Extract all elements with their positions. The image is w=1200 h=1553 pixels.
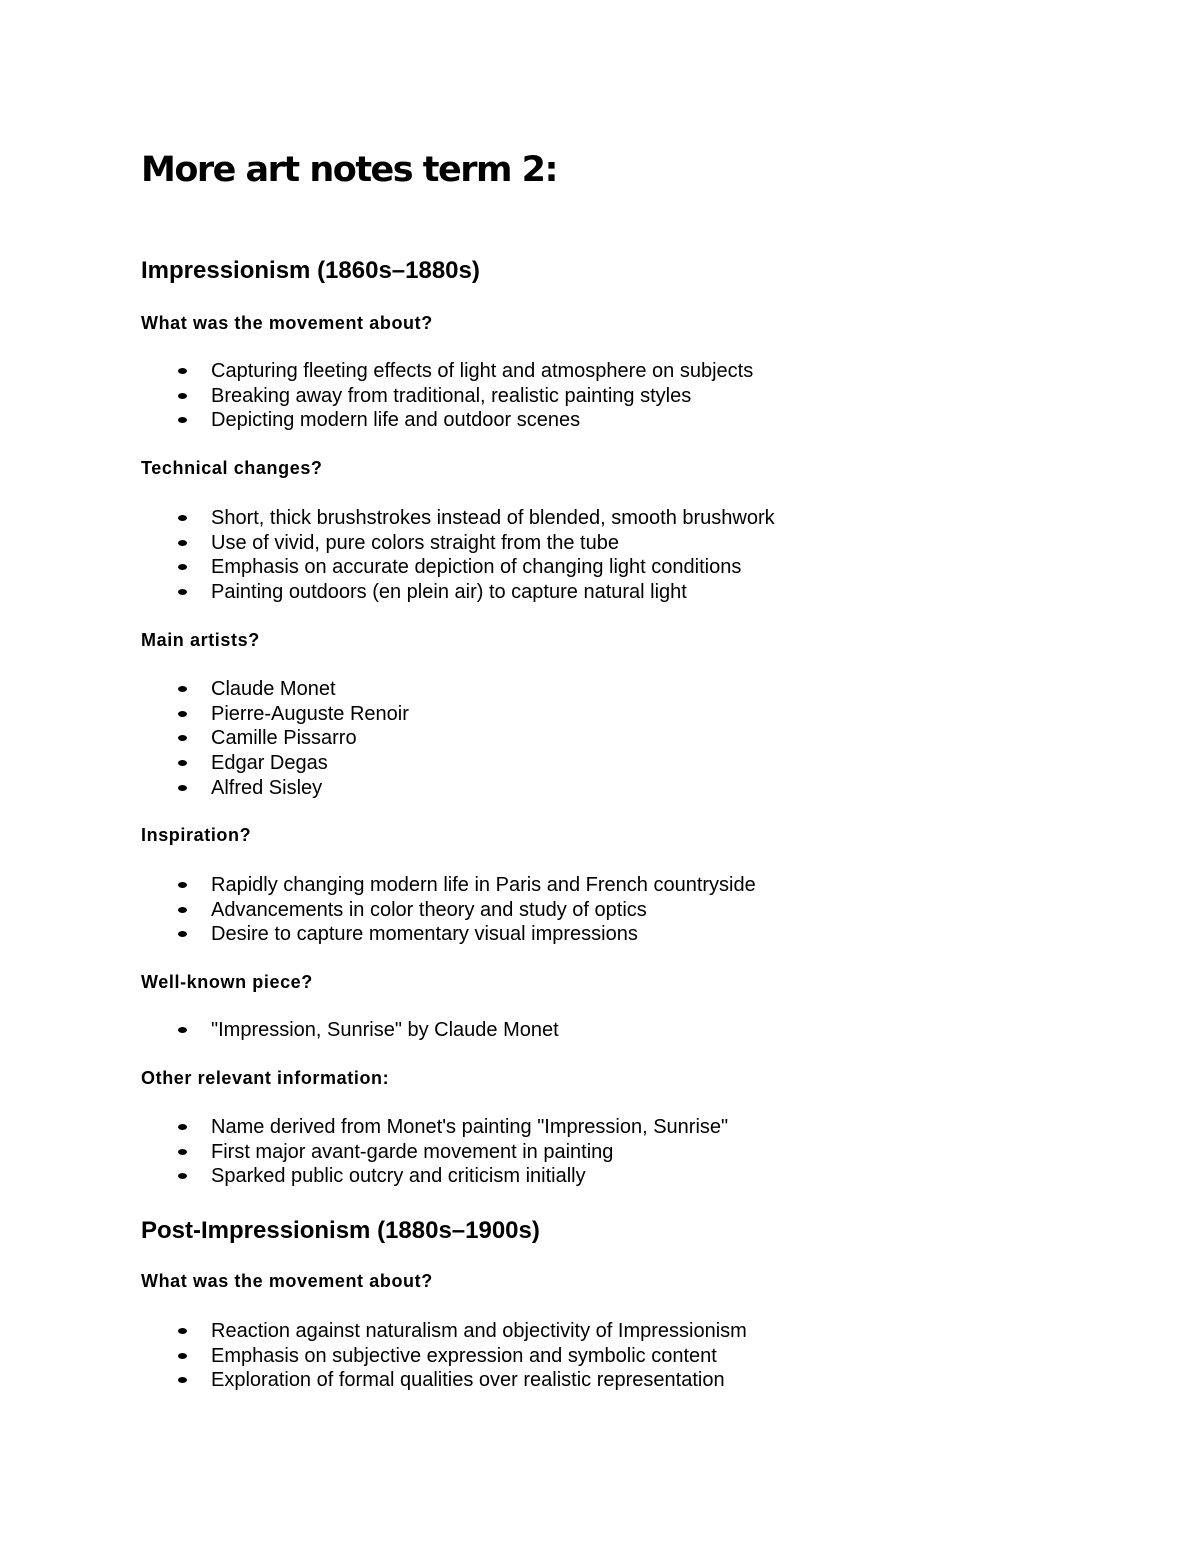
bullet-icon [178,589,187,595]
document-page: More art notes term 2: Impressionism (1860s–1880s) What was the movement about? Capturing fleeting effects of light and atmosphere on subjects Breaking away from traditional, realistic painting styles Depicting modern life and outdoor scenes Technical changes? Short, thick brushstrokes instead of blended, smooth brushwork Use of vivid, pure colors straight from the tube Emphasis on accurate depiction of changing light conditions Painting outdoors (en plein air) to capture natural light Main artists? Claude Monet Pierre-Auguste Renoir Camille Pissarro Edgar Degas Alfred Sisley Inspiration? Rapidly changing modern life in Paris and French countryside Advancements in color theory and study of optics Desire to capture momentary visual impressions Well-known piece? "Impression, Sunrise" by Claude Monet Other relevant information: Name derived from Monet's painting "Impression, Sunrise" First major avant-garde movement in painting Sparked public outcry and criticism initially Post-Impressionism (1880s–1900s) What was the movement about? Reaction against naturalism and objectivity of Impressionism Emphasis on subjective expression and symbolic content Exploration of formal qualities over realistic representation [141,150,775,1392]
bullet-icon [178,564,187,570]
bullet-icon [178,931,187,937]
question-well-known-piece: Well-known piece? [141,972,313,992]
section-heading-impressionism: Impressionism (1860s–1880s) [141,257,480,284]
bullet-icon [178,1377,187,1383]
bullet-icon [178,1149,187,1155]
bullet-icon [178,1124,187,1130]
bullet-icon [178,735,187,741]
bullet-icon [178,393,187,399]
bullet-icon [178,711,187,717]
question-movement-about: What was the movement about? [141,1271,433,1291]
bullet-icon [178,1328,187,1334]
bullet-icon [178,907,187,913]
document-title: More art notes term 2: [141,150,558,190]
section-heading-post-impressionism: Post-Impressionism (1880s–1900s) [141,1217,540,1244]
question-other-relevant-information: Other relevant information: [141,1068,390,1088]
bullet-icon [178,760,187,766]
bullet-icon [178,1173,187,1179]
bullet-icon [178,882,187,888]
bullet-icon [178,368,187,374]
bullet-icon [178,540,187,546]
bullet-icon [178,1353,187,1359]
bullet-icon [178,417,187,423]
bullet-icon [178,686,187,692]
question-inspiration: Inspiration? [141,825,252,845]
question-technical-changes: Technical changes? [141,458,323,478]
bullet-icon [178,785,187,791]
bullet-icon [178,515,187,521]
bullet-icon [178,1027,187,1033]
question-main-artists: Main artists? [141,630,260,650]
question-movement-about: What was the movement about? [141,313,433,333]
